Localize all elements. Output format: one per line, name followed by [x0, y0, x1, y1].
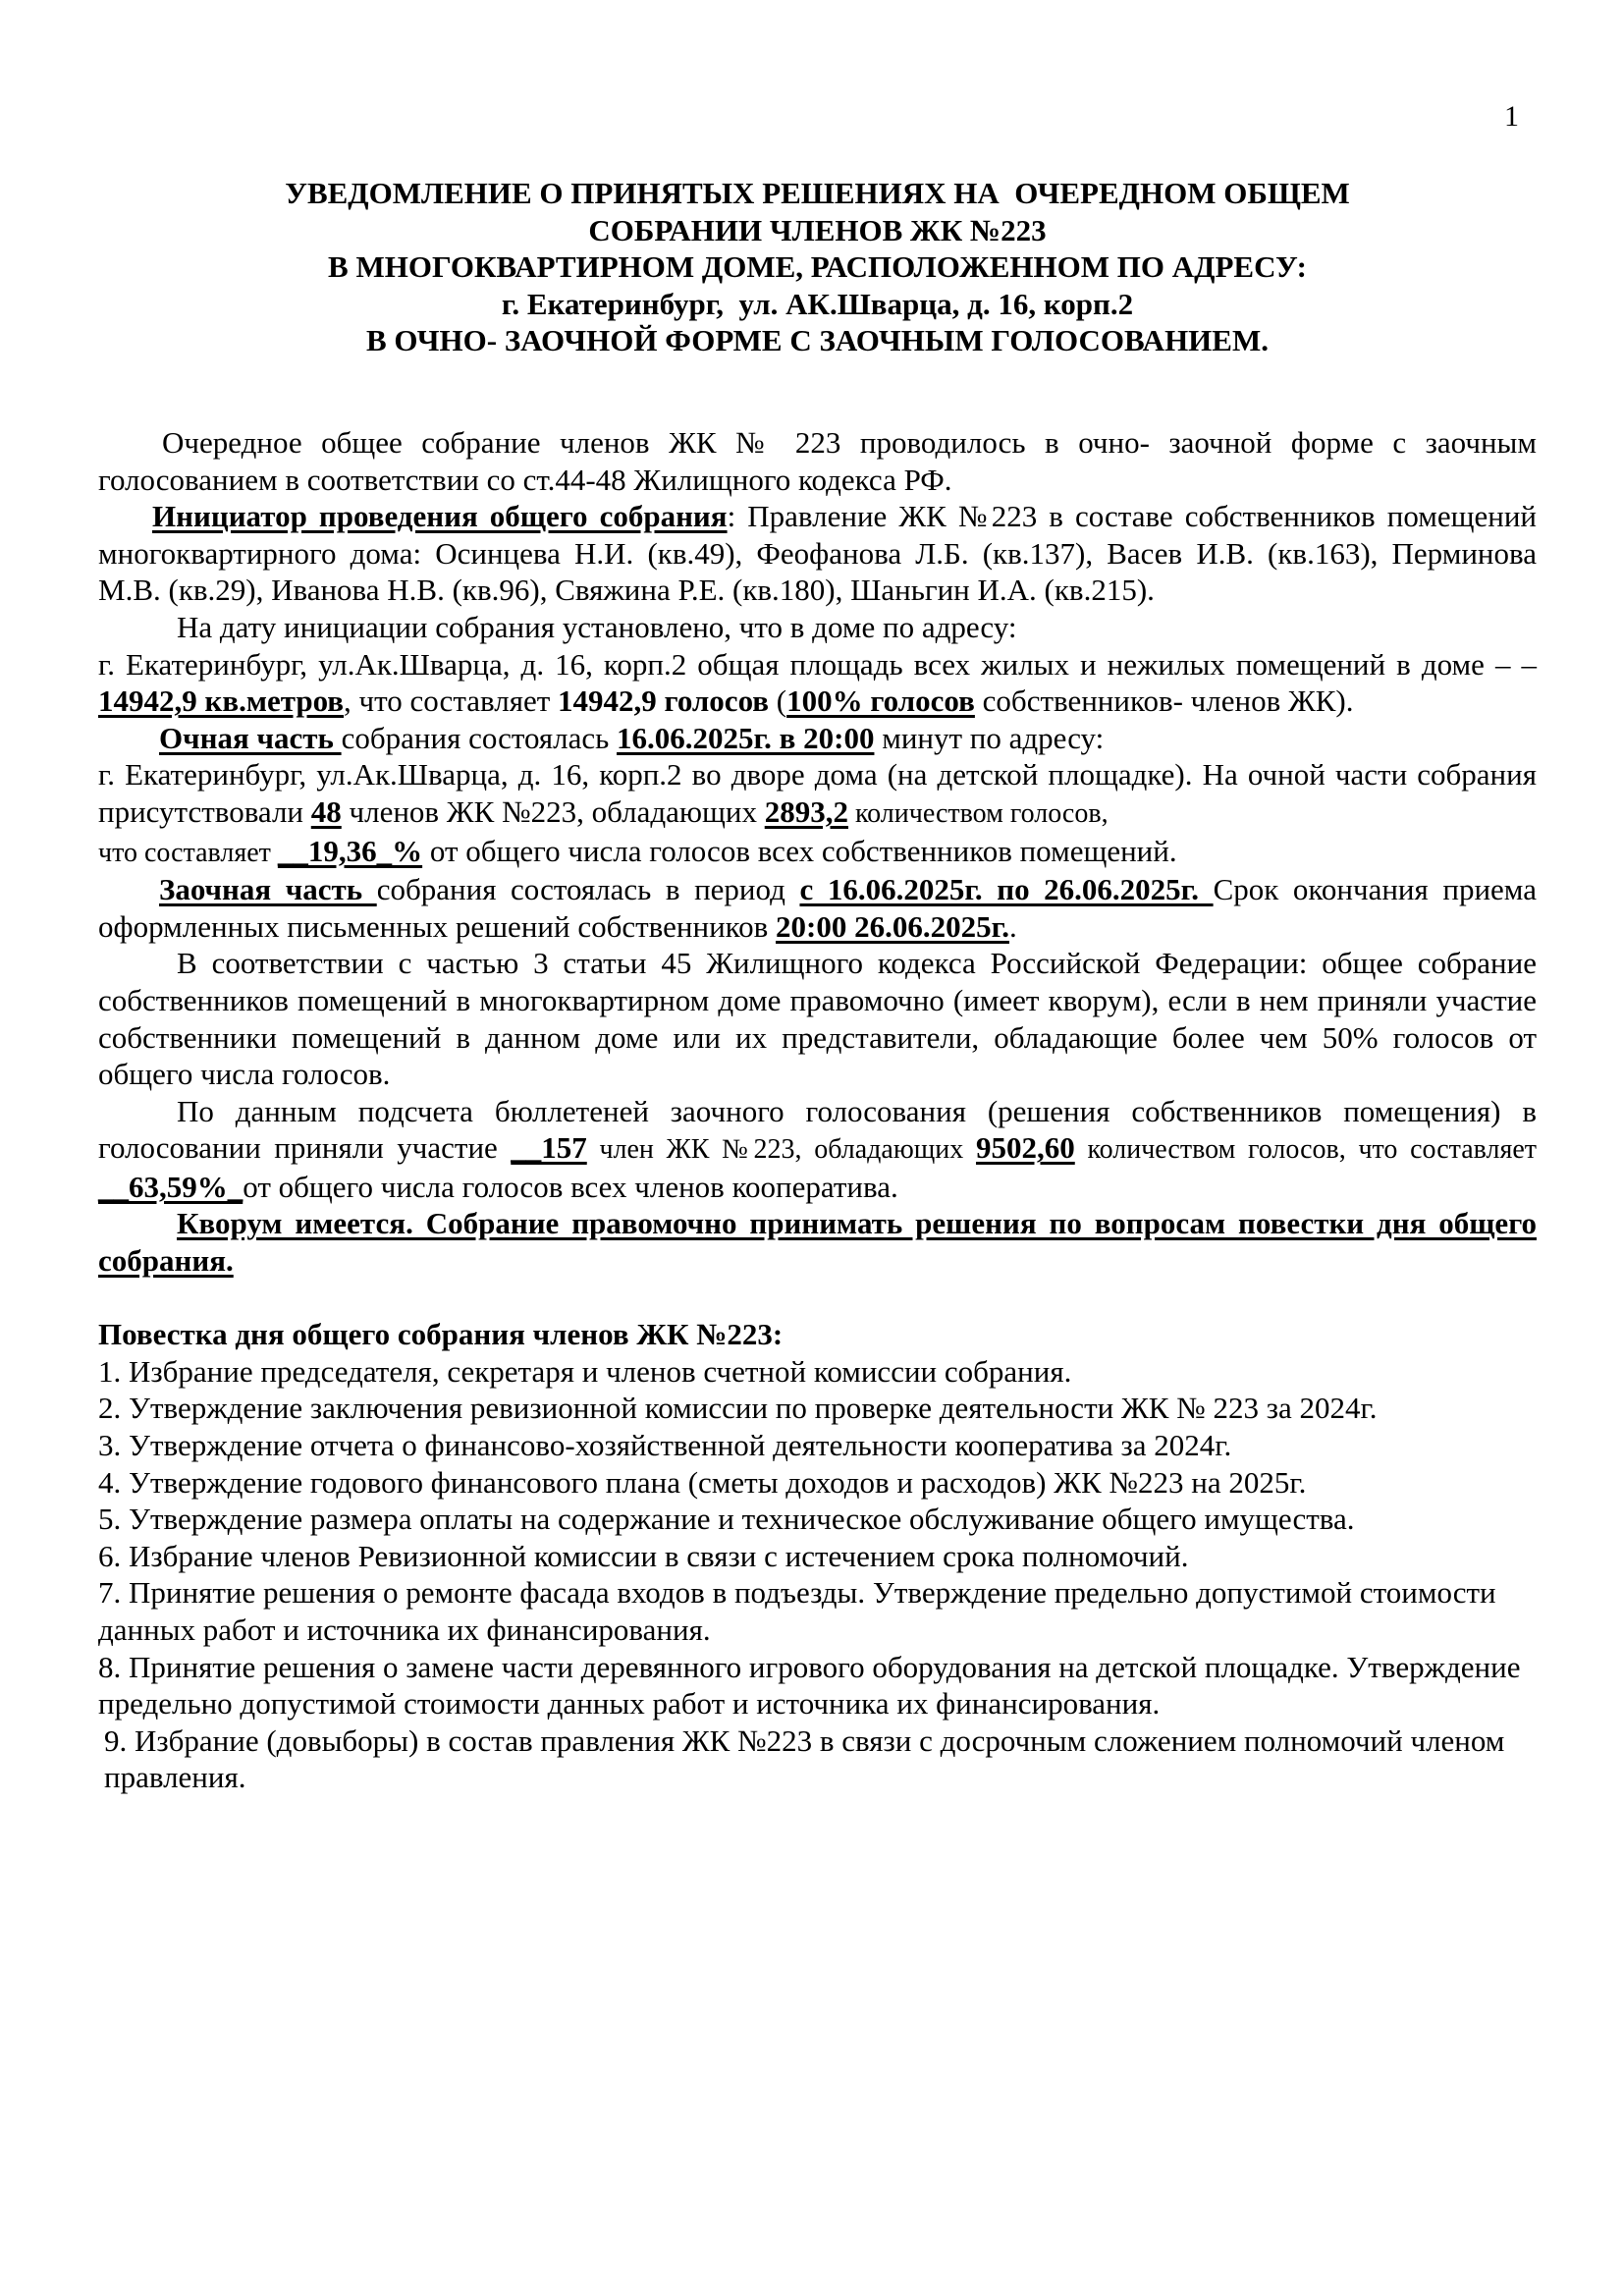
area-text-b: , что составляет — [344, 683, 559, 719]
area-value: 14942,9 кв.метров — [98, 683, 345, 719]
percent-value: 100% голосов — [786, 683, 975, 719]
count-participants: __157 — [511, 1130, 587, 1166]
in-person-text-e: количеством голосов, — [847, 797, 1109, 829]
in-person-text-b: минут по адресу: — [874, 720, 1105, 755]
count-paragraph — [98, 1093, 1537, 1206]
agenda-item-7: 7. Принятие решения о ремонте фасада входов в подъезды. Утверждение предельно допустимой стоимости данных работ и источника их финансирования. — [98, 1575, 1496, 1647]
in-person-text-f: что составляет — [98, 837, 278, 868]
count-text-d: от общего числа голосов всех членов кооператива. — [243, 1169, 898, 1204]
agenda-item-1: 1. Избрание председателя, секретаря и членов счетной комиссии собрания. — [98, 1353, 1072, 1389]
initiator-label: Инициатор проведения общего собрания — [152, 499, 728, 534]
agenda-item-4: 4. Утверждение годового финансового плана (сметы доходов и расходов) ЖК №223 на 2025г. — [98, 1464, 1307, 1500]
area-text-d: собственников- членов ЖК). — [974, 683, 1354, 719]
in-person-text-g: от общего числа голосов всех собственников помещений. — [422, 833, 1177, 868]
document-body — [98, 424, 1537, 1796]
page-number: 1 — [1504, 100, 1519, 133]
absentee-label: Заочная часть — [159, 872, 377, 907]
intro-paragraph: Очередное общее собрание членов ЖК № 223 проводилось в очно- заочной форме с заочным голосованием в соответствии со ст.44-48 Жилищного кодекса РФ. — [98, 425, 1537, 497]
agenda-item-6: 6. Избрание членов Ревизионной комиссии в связи с истечением срока полномочий. — [98, 1538, 1189, 1573]
count-text-a: По данным подсчета бюллетеней заочного голосования (решения собственников помещения) в голосовании приняли участие — [98, 1093, 1537, 1166]
in-person-text-d: членов ЖК №223, обладающих — [341, 793, 765, 829]
title-line-5: В ОЧНО- ЗАОЧНОЙ ФОРМЕ С ЗАОЧНЫМ ГОЛОСОВАНИЕМ. — [366, 323, 1269, 357]
initiator-text: Правление ЖК №223 в составе собственников помещений многоквартирного дома: Осинцева Н.И. (кв.49), Феофанова Л.Б. (кв.137), Васев И.В. (кв.163), Перминова М.В. (кв.29), Иванова Н.В. (кв.96), Свяжина Р.Е. (кв.180), Шаньгин И.А. (кв.215). — [98, 499, 1538, 608]
initiator-paragraph — [98, 498, 1537, 609]
in-person-members-count: 48 — [310, 793, 342, 829]
area-paragraph — [98, 646, 1537, 720]
in-person-first-line — [98, 720, 1537, 757]
absentee-text-b: Срок окончания приема оформленных письменных решений собственников — [98, 872, 1537, 944]
in-person-percent: __19,36_% — [277, 833, 423, 868]
agenda-item-2: 2. Утверждение заключения ревизионной комиссии по проверке деятельности ЖК № 223 за 2024г. — [98, 1391, 1378, 1426]
count-percent: __63,59%_ — [98, 1169, 243, 1204]
title-line-2: СОБРАНИИ ЧЛЕНОВ ЖК №223 — [588, 212, 1047, 247]
absentee-text-c: . — [1008, 908, 1017, 944]
in-person-text-c: г. Екатеринбург, ул.Ак.Шварца, д. 16, корп.2 во дворе дома (на детской площадке). На очной части собрания присутствовали — [98, 757, 1537, 829]
quorum-statement: Кворум имеется. Собрание правомочно принимать решения по вопросам повестки дня общего собрания. — [98, 1206, 1537, 1279]
agenda-item-9: 9. Избрание (довыборы) в состав правления ЖК №223 в связи с досрочным сложением полномочий членом правления. — [104, 1722, 1505, 1795]
area-intro-line: На дату инициации собрания установлено, что в доме по адресу: — [177, 609, 1017, 644]
count-text-b: член ЖК №223, обладающих — [586, 1134, 976, 1166]
in-person-votes: 2893,2 — [764, 793, 848, 829]
area-text-c: ( — [769, 683, 787, 719]
document-title — [98, 175, 1537, 359]
agenda-item-3: 3. Утверждение отчета о финансово-хозяйственной деятельности кооператива за 2024г. — [98, 1428, 1232, 1463]
in-person-label: Очная часть — [159, 720, 342, 755]
law-paragraph: В соответствии с частью 3 статьи 45 Жилищного кодекса Российской Федерации: общее собрание собственников помещений в многоквартирном доме правомочно (имеет кворум), если в нем приняли участие собственники помещений в данном доме или их представители, обладающие более чем 50% голосов от общего числа голосов. — [98, 946, 1537, 1092]
absentee-text-a: собрания состоялась в период — [376, 872, 800, 907]
agenda-title: Повестка дня общего собрания членов ЖК №223: — [98, 1317, 784, 1352]
count-votes: 9502,60 — [976, 1130, 1075, 1166]
area-text-a: г. Екатеринбург, ул.Ак.Шварца, д. 16, корп.2 общая площадь всех жилых и нежилых помещений в доме – – — [98, 646, 1537, 682]
votes-value: 14942,9 голосов — [558, 683, 770, 719]
in-person-text-a: собрания состоялась — [341, 720, 618, 755]
agenda-item-8: 8. Принятие решения о замене части деревянного игрового оборудования на детской площадке. Утверждение предельно допустимой стоимости данных работ и источника их финансирования. — [98, 1649, 1521, 1722]
absentee-period: с 16.06.2025г. по 26.06.2025г. — [799, 872, 1214, 907]
title-line-3: В МНОГОКВАРТИРНОМ ДОМЕ, РАСПОЛОЖЕННОМ ПО АДРЕСУ: — [328, 249, 1307, 284]
title-line-1: УВЕДОМЛЕНИЕ О ПРИНЯТЫХ РЕШЕНИЯХ НА ОЧЕРЕДНОМ ОБЩЕМ — [285, 176, 1350, 210]
absentee-paragraph — [98, 871, 1537, 945]
agenda-item-5: 5. Утверждение размера оплаты на содержание и техническое обслуживание общего имущества. — [98, 1502, 1355, 1537]
count-text-c: количеством голосов, что составляет — [1074, 1134, 1538, 1166]
absentee-deadline: 20:00 26.06.2025г. — [776, 908, 1009, 944]
in-person-paragraph — [98, 756, 1537, 871]
in-person-datetime: 16.06.2025г. в 20:00 — [617, 720, 875, 755]
title-line-4: г. Екатеринбург, ул. АК.Шварца, д. 16, корп.2 — [501, 286, 1134, 321]
initiator-colon: : — [727, 499, 736, 534]
spacer — [98, 1280, 1537, 1317]
